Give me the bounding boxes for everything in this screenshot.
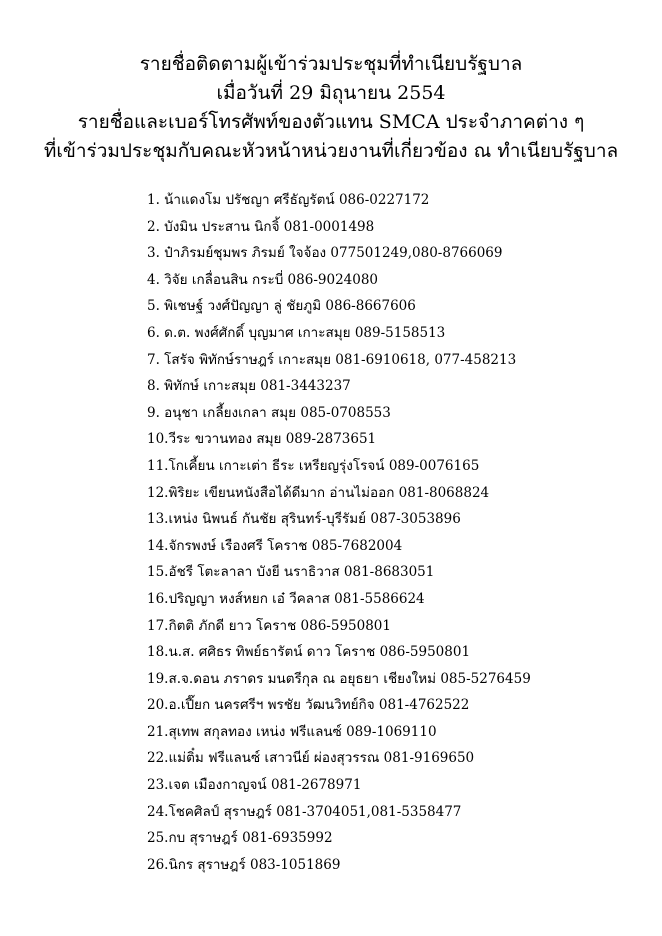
contact-entry: 1. น้าแดงโม ปรัชญา ศรีธัญรัตน์ 086-0227172 xyxy=(147,192,430,208)
document-heading xyxy=(0,50,662,166)
contact-entry: 10.วีระ ขวานทอง สมุย 089-2873651 xyxy=(147,431,377,448)
contact-list xyxy=(147,187,531,878)
contact-entry: 7. โสรัจ พิทักษ์ราษฎร์ เกาะสมุย 081-6910618, 077-458213 xyxy=(147,351,517,368)
contact-entry: 19.ส.จ.ดอน ภราดร มนตรีกุล ณ อยุธยา เชียงใหม่ 085-5276459 xyxy=(147,670,531,687)
contact-entry: 9. อนุชา เกลี้ยงเกลา สมุย 085-0708553 xyxy=(147,404,391,421)
contact-entry: 13.เหน่ง นิพนธ์ กันชัย สุรินทร์-บุรีรัมย์ 087-3053896 xyxy=(147,511,461,528)
contact-entry: 4. วิจัย เกลื่อนสิน กระบี่ 086-9024080 xyxy=(147,271,379,288)
contact-entry: 11.โกเคี้ยน เกาะเต่า ธีระ เหรียญรุ่งโรจน์ 089-0076165 xyxy=(147,457,480,474)
contact-entry: 5. พิเชษฐ์ วงศ์ปัญญา ลู่ ชัยภูมิ 086-8667606 xyxy=(147,298,416,315)
contact-entry: 12.พิริยะ เขียนหนังสือได้ดีมาก อ่านไม่ออก 081-8068824 xyxy=(147,484,490,501)
contact-entry: 20.อ.เปี๊ยก นครศรีฯ พรชัย วัฒนวิทย์กิจ 081-4762522 xyxy=(147,697,470,714)
contact-entry: 6. ด.ต. พงศ์ศักดิ์ บุญมาศ เกาะสมุย 089-5158513 xyxy=(147,324,446,341)
contact-entry: 3. ป๋าภิรมย์ชุมพร ภิรมย์ ใจจ้อง 077501249,080-8766069 xyxy=(147,245,503,262)
heading-line: รายชื่อติดตามผู้เข้าร่วมประชุมที่ทำเนียบรัฐบาล xyxy=(139,53,523,75)
contact-entry: 22.แม่ติ๋ม ฟรีแลนซ์ เสาวนีย์ ผ่องสุวรรณ 081-9169650 xyxy=(147,750,475,767)
contact-entry: 16.ปริญญา หงส์หยก เอ๋ วีคลาส 081-5586624 xyxy=(147,590,425,607)
contact-entry: 26.นิกร สุราษฎร์ 083-1051869 xyxy=(147,856,341,873)
contact-entry: 21.สุเทพ สกุลทอง เหน่ง ฟรีแลนซ์ 089-1069110 xyxy=(147,723,437,740)
contact-entry: 17.กิตติ ภักดี ยาว โคราช 086-5950801 xyxy=(147,617,391,634)
heading-line: รายชื่อและเบอร์โทรศัพท์ของตัวแทน SMCA ประจำภาคต่าง ๆ xyxy=(77,111,585,133)
heading-line: ที่เข้าร่วมประชุมกับคณะหัวหน้าหน่วยงานที่เกี่ยวข้อง ณ ทำเนียบรัฐบาล xyxy=(43,140,619,162)
heading-line: เมื่อวันที่ 29 มิถุนายน 2554 xyxy=(216,82,446,104)
contact-entry: 8. พิทักษ์ เกาะสมุย 081-3443237 xyxy=(147,378,351,395)
contact-entry: 25.กบ สุราษฎร์ 081-6935992 xyxy=(147,830,333,847)
contact-entry: 23.เจต เมืองกาญจน์ 081-2678971 xyxy=(147,777,362,794)
contact-entry: 2. บังมิน ประสาน นิกจิ้ 081-0001498 xyxy=(147,218,375,235)
contact-entry: 24.โชคศิลป์ สุราษฎร์ 081-3704051,081-5358477 xyxy=(147,803,462,820)
contact-entry: 15.อัชรี โตะลาลา บังยี นราธิวาส 081-8683051 xyxy=(147,564,435,581)
contact-entry: 14.จักรพงษ์ เรืองศรี โคราช 085-7682004 xyxy=(147,537,403,554)
contact-entry: 18.น.ส. ศศิธร ทิพย์ธารัตน์ ดาว โคราช 086-5950801 xyxy=(147,644,471,661)
